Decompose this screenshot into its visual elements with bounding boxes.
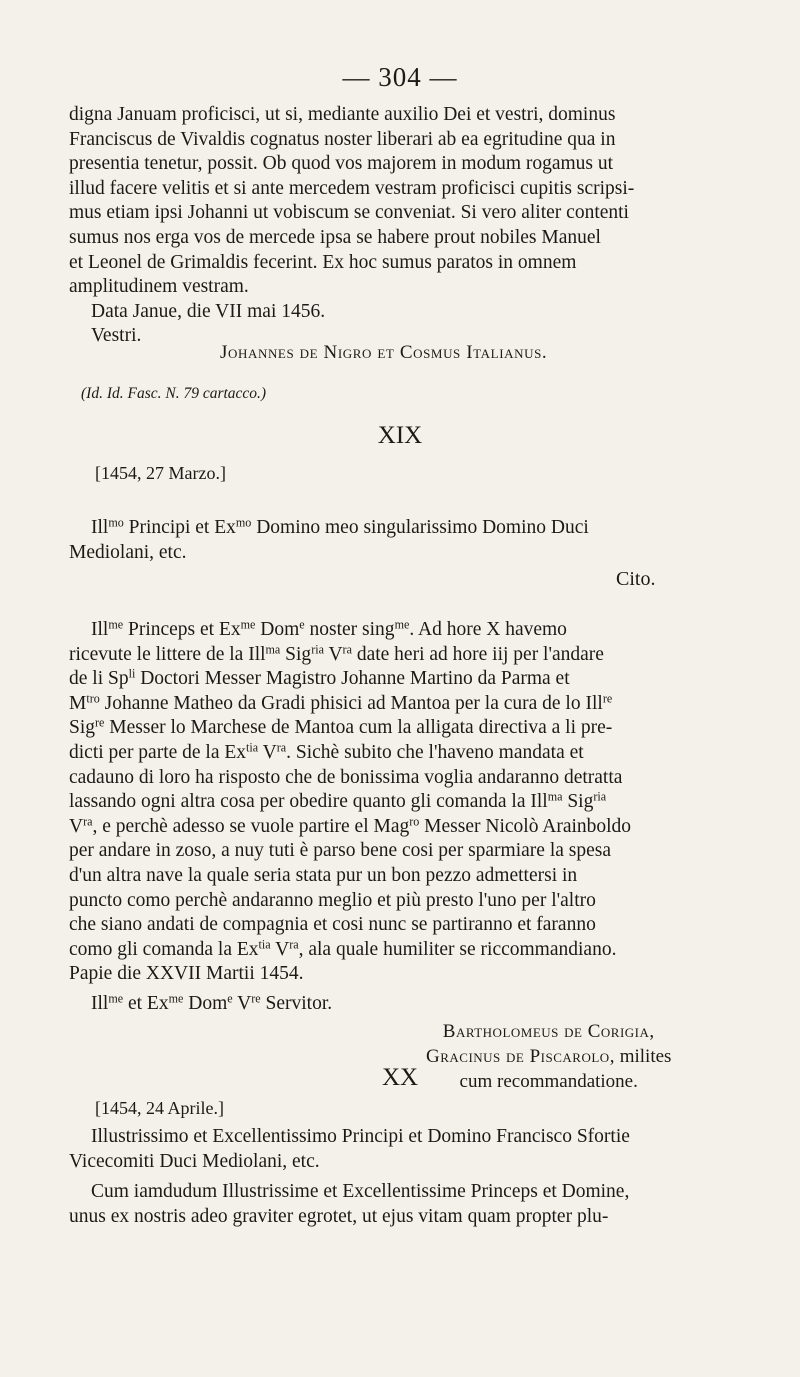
text-line: Papie die XXVII Martii 1454. <box>69 963 304 985</box>
text-line: cadauno di loro ha risposto che de bonissima voglia andaranno detratta <box>69 766 623 788</box>
source-citation: (Id. Id. Fasc. N. 79 cartacco.) <box>81 385 267 402</box>
text-line: Sig$^{re}$ Messer lo Marchese de Mantoa cum la alligata directiva a li pre- <box>69 715 613 739</box>
valediction: Vestri. <box>91 325 142 347</box>
text-line: digna Januam proficisci, ut si, mediante auxilio Dei et vestri, dominus <box>69 104 616 125</box>
text-line: unus ex nostris adeo graviter egrotet, ut ejus vitam quam propter plu- <box>69 1205 609 1227</box>
text-line: mus etiam ipsi Johanni ut vobiscum se conveniat. Si vero aliter contenti <box>69 202 629 224</box>
text-line: et Leonel de Grimaldis fecerint. Ex hoc sumus paratos in omnem <box>69 251 577 273</box>
text-line: de li $Sp^{li}$ Doctori Messer Magistro Johanne Martino da Parma et <box>69 666 570 690</box>
text-line: che siano andati de compagnia et cosi nunc se partiranno et faranno <box>69 914 596 936</box>
document-date: [1454, 27 Marzo.] <box>95 463 226 483</box>
letter-end-body <box>69 103 731 349</box>
text-line: per andare in zoso, a nuy tuti è parso bene cosi per sparmiare la spesa <box>69 840 612 862</box>
cito-note: Cito. <box>616 568 656 590</box>
text-line: sumus nos erga vos de mercede ipsa se habere prout nobiles Manuel <box>69 226 601 248</box>
signatory: Gracinus de Piscarolo, milites <box>426 1046 672 1067</box>
document-address <box>69 1125 731 1174</box>
signature-note: cum recommandatione. <box>459 1071 638 1092</box>
document-number: XIX <box>377 422 423 449</box>
letter-signature: Johannes de Nigro et Cosmus Italianus. <box>220 342 548 363</box>
page-number: — 304 — <box>342 62 458 92</box>
address-line: Mediolani, etc. <box>69 541 187 563</box>
text-line: dicti per parte de la $Ex^{tia}$ $V^{ra}$. Sichè subito che l'haveno mandata et <box>69 740 584 763</box>
text-line: $V^{ra}$, e perchè adesso se vuole partire el Mag$^{ro}$ Messer Nicolò Arainboldo <box>69 814 632 837</box>
document-date: [1454, 24 Aprile.] <box>95 1098 224 1118</box>
text-line: Cum iamdudum Illustrissime et Excellentissime Princeps et Domine, <box>91 1181 630 1202</box>
closing-formula: Ill$^{me}$ et $Ex^{me}$ Dom$^e$ Vre Servitor. <box>91 991 333 1014</box>
text-line: ricevute le littere de la Ill$^{ma}$ Sig$^{ria}$ $V^{ra}$ date heri ad hore iij per l'andare <box>69 641 604 665</box>
text-line: Ill$^{me}$ Princeps et $Ex^{me}$ Dom$^e$ noster sing$^{me}$. Ad hore X havemo <box>91 617 567 640</box>
address-line: Ill$^{mo}$ Principi et $Ex^{mo}$ Domino meo singularissimo Domino Duci <box>91 515 589 538</box>
document-body <box>69 1180 731 1229</box>
text-line: puncto como perchè andaranno meglio et più presto l'uno per l'altro <box>69 889 596 911</box>
document-address <box>69 516 731 565</box>
text-line: como gli comanda la $Ex^{tia}$ $V^{ra}$, ala quale humiliter se riccommandiano. <box>69 937 617 960</box>
text-line: lassando ogni altra cosa per obedire quanto gli comanda la Ill$^{ma}$ Sig$^{ria}$ <box>69 789 607 813</box>
text-line: $M^{tro}$ Johanne Matheo da Gradi phisici ad Mantoa per la cura de lo Ill$^{re}$ <box>69 691 613 714</box>
dating-line: Data Janue, die VII mai 1456. <box>91 300 326 322</box>
text-line: illud facere velitis et si ante mercedem vestram proficisci cupitis scripsi- <box>69 177 635 199</box>
address-line: Vicecomiti Duci Mediolani, etc. <box>69 1150 320 1172</box>
text-line: amplitudinem vestram. <box>69 276 249 298</box>
address-line: Illustrissimo et Excellentissimo Principi et Domino Francisco Sfortie <box>91 1126 630 1147</box>
text-line: presentia tenetur, possit. Ob quod vos majorem in modum rogamus ut <box>69 153 614 175</box>
text-line: d'un altra nave la quale seria stata pur un bon pezzo admettersi in <box>69 864 578 886</box>
document-body <box>69 618 731 987</box>
text-line: Franciscus de Vivaldis cognatus noster liberari ab ea egritudine qua in <box>69 128 616 150</box>
document-number: XX <box>381 1064 419 1091</box>
signatory: Bartholomeus de Corigia, <box>442 1021 655 1042</box>
